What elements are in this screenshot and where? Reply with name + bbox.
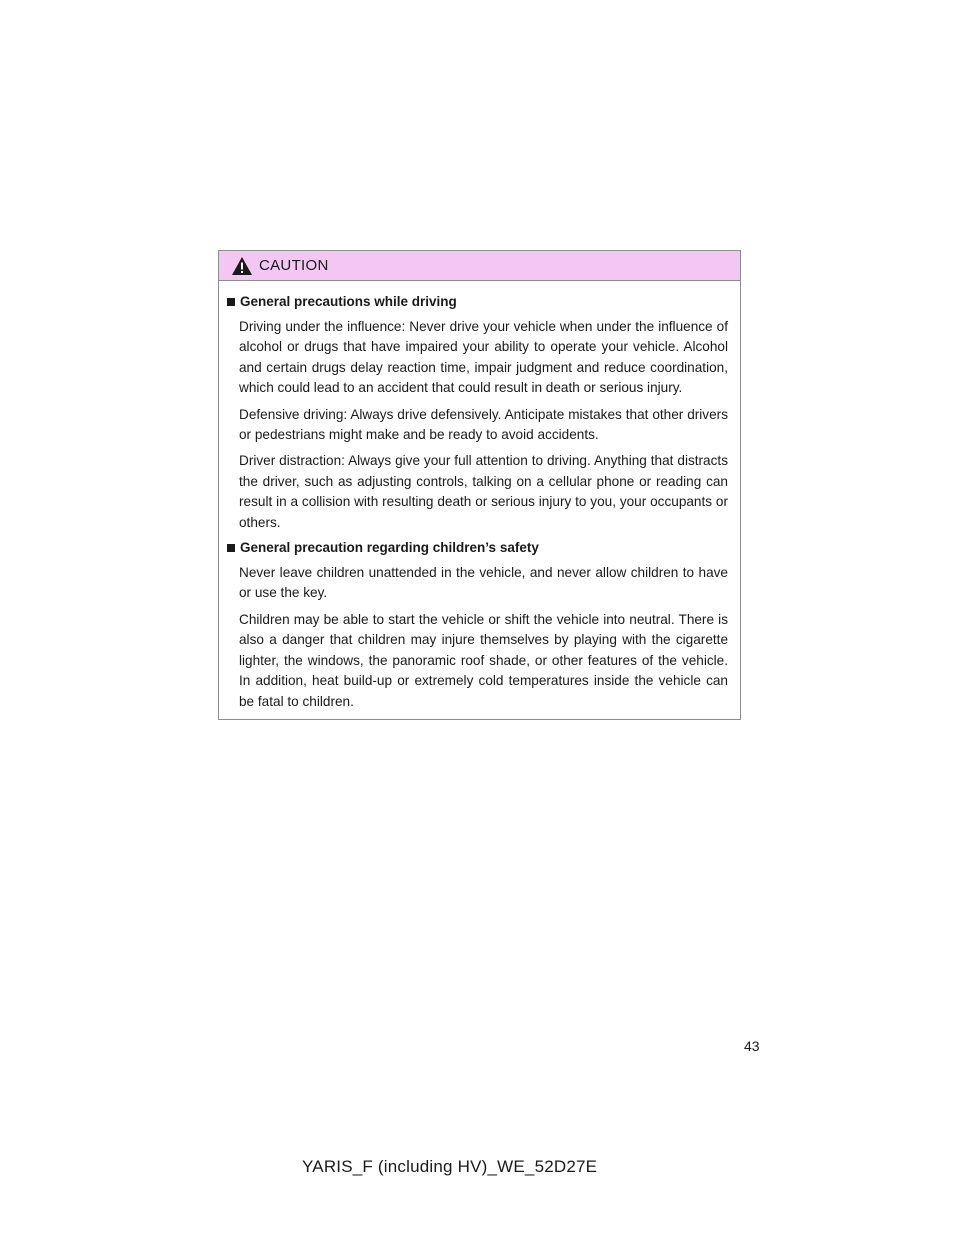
- page-number: 43: [744, 1038, 760, 1054]
- section-heading: [227, 539, 728, 557]
- square-bullet-icon: [227, 544, 235, 552]
- paragraph: Driver distraction: Always give your full attention to driving. Anything that distracts the driver, such as adjusting controls, talking on a cellular phone or reading can result in a collision with resulting death or serious injury to you, your occupants or others.: [239, 453, 728, 530]
- caution-box: [218, 250, 741, 720]
- caution-body: [219, 281, 740, 712]
- caution-header: [219, 251, 740, 281]
- paragraph: Driving under the influence: Never drive your vehicle when under the influence of alcohol or drugs that have impaired your ability to operate your vehicle. Alcohol and certain drugs delay reaction time, impair judgment and reduce coordination, which could lead to an accident that could result in death or serious injury.: [239, 319, 728, 396]
- section-heading: [227, 293, 728, 311]
- caution-title: CAUTION: [259, 257, 329, 274]
- footer-document-code: YARIS_F (including HV)_WE_52D27E: [302, 1157, 598, 1176]
- square-bullet-icon: [227, 298, 235, 306]
- section-heading-text: General precaution regarding children’s safety: [240, 540, 539, 556]
- section-heading-text: General precautions while driving: [240, 294, 457, 309]
- paragraph: Never leave children unattended in the vehicle, and never allow children to have or use the key.: [239, 565, 728, 601]
- paragraph: Defensive driving: Always drive defensively. Anticipate mistakes that other drivers or pedestrians might make and be ready to avoid accidents.: [239, 406, 728, 443]
- warning-triangle-icon: [231, 256, 253, 276]
- paragraph: Children may be able to start the vehicle or shift the vehicle into neutral. There is also a danger that children may injure themselves by playing with the cigarette lighter, the windows, the panoramic roof shade, or other features of the vehicle. In addition, heat build-up or extremely cold temperatures inside the vehicle can be fatal to children.: [239, 611, 728, 709]
